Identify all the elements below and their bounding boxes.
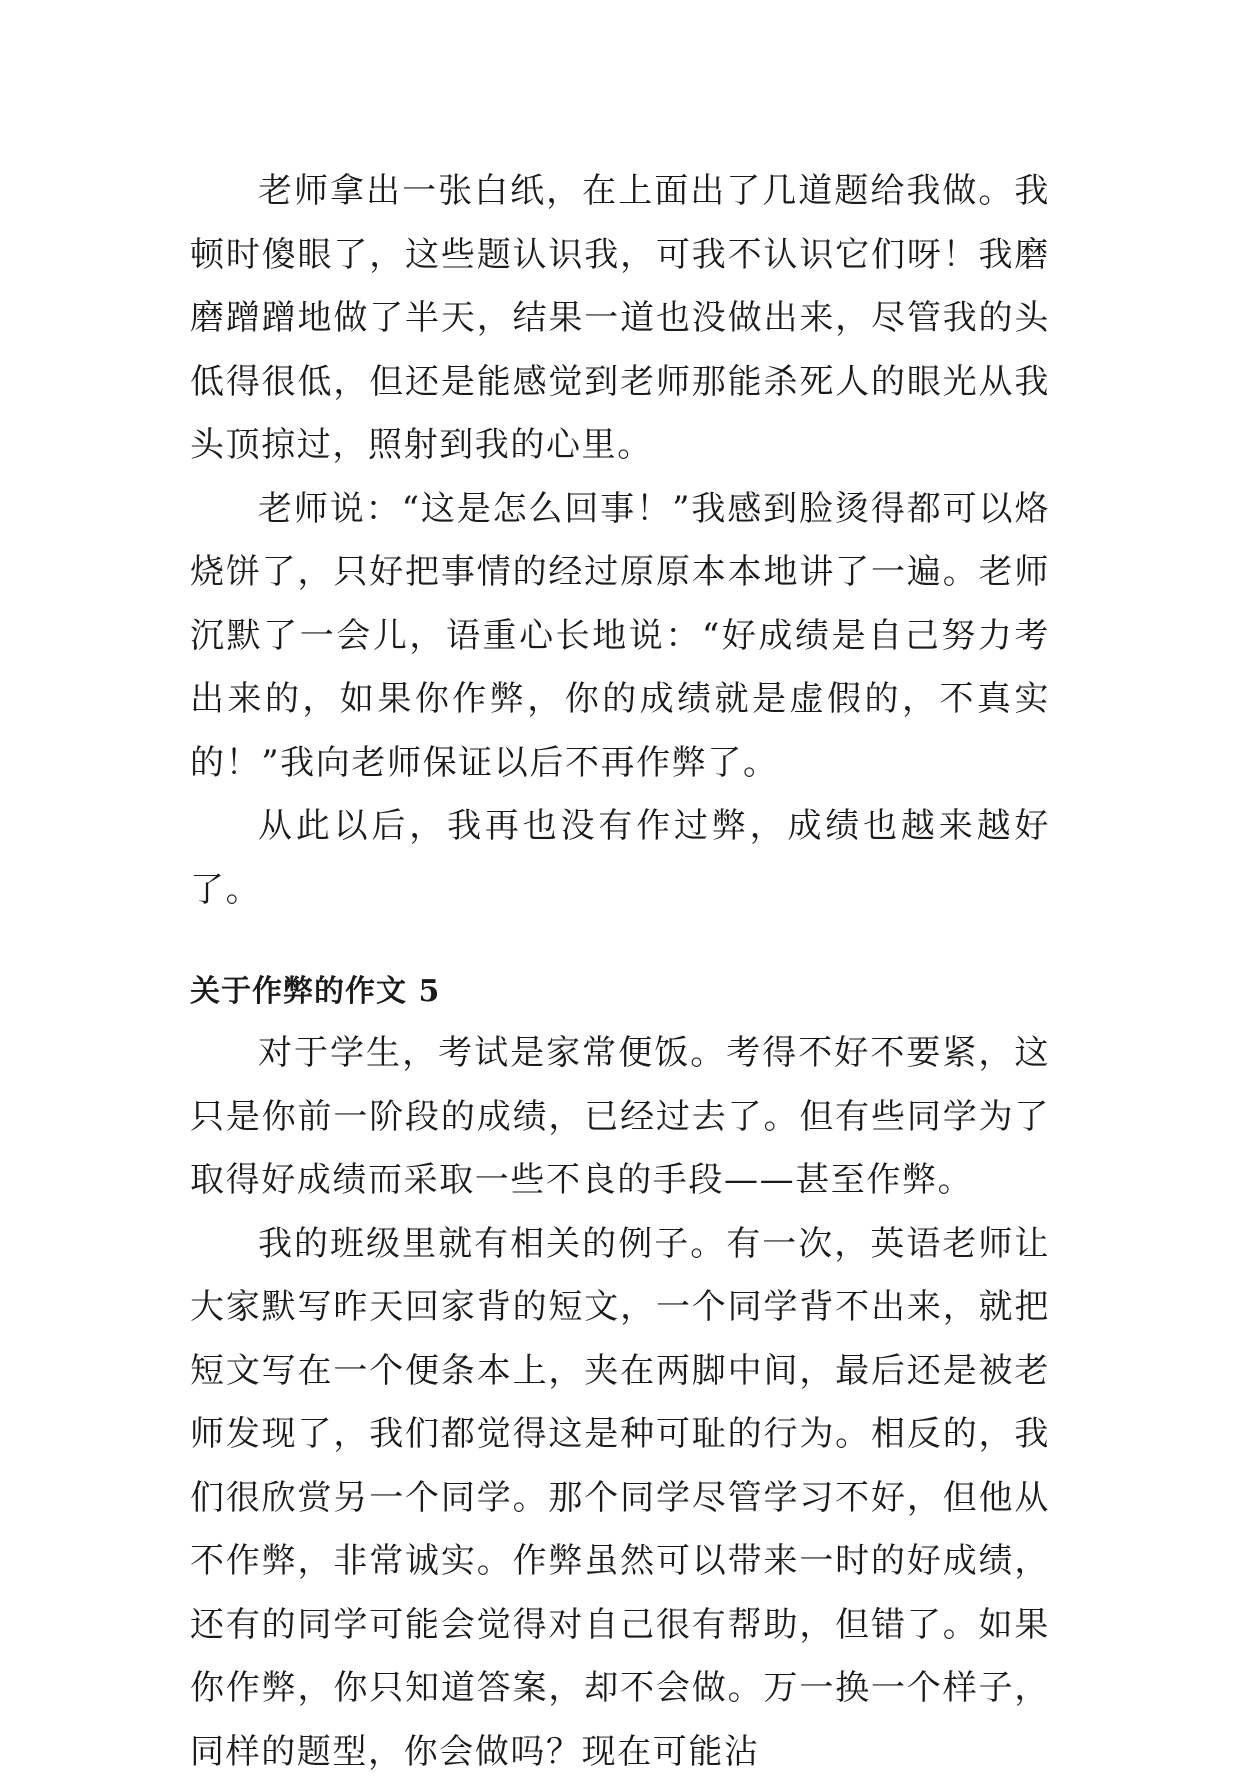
paragraph: 老师拿出一张白纸，在上面出了几道题给我做。我顿时傻眼了，这些题认识我，可我不认识它们呀！我磨磨蹭蹭地做了半天，结果一道也没做出来，尽管我的头低得很低，但还是能感觉到老师那能杀死人的眼光从我头顶掠过，照射到我的心里。 xyxy=(190,160,1050,478)
section-heading: 关于作弊的作文 5 xyxy=(190,962,1050,1022)
paragraph: 从此以后，我再也没有作过弊，成绩也越来越好了。 xyxy=(190,795,1050,922)
document-page xyxy=(190,160,1050,1784)
paragraph: 老师说：“这是怎么回事！”我感到脸烫得都可以烙烧饼了，只好把事情的经过原原本本地讲了一遍。老师沉默了一会儿，语重心长地说：“好成绩是自己努力考出来的，如果你作弊，你的成绩就是虚假的，不真实的！”我向老师保证以后不再作弊了。 xyxy=(190,478,1050,796)
paragraph: 我的班级里就有相关的例子。有一次，英语老师让大家默写昨天回家背的短文，一个同学背不出来，就把短文写在一个便条本上，夹在两脚中间，最后还是被老师发现了，我们都觉得这是种可耻的行为。相反的，我们很欣赏另一个同学。那个同学尽管学习不好，但他从不作弊，非常诚实。作弊虽然可以带来一时的好成绩，还有的同学可能会觉得对自己很有帮助，但错了。如果你作弊，你只知道答案，却不会做。万一换一个样子，同样的题型，你会做吗？现在可能沾 xyxy=(190,1213,1050,1784)
paragraph: 对于学生，考试是家常便饭。考得不好不要紧，这只是你前一阶段的成绩，已经过去了。但有些同学为了取得好成绩而采取一些不良的手段——甚至作弊。 xyxy=(190,1022,1050,1213)
section-gap xyxy=(190,922,1050,962)
